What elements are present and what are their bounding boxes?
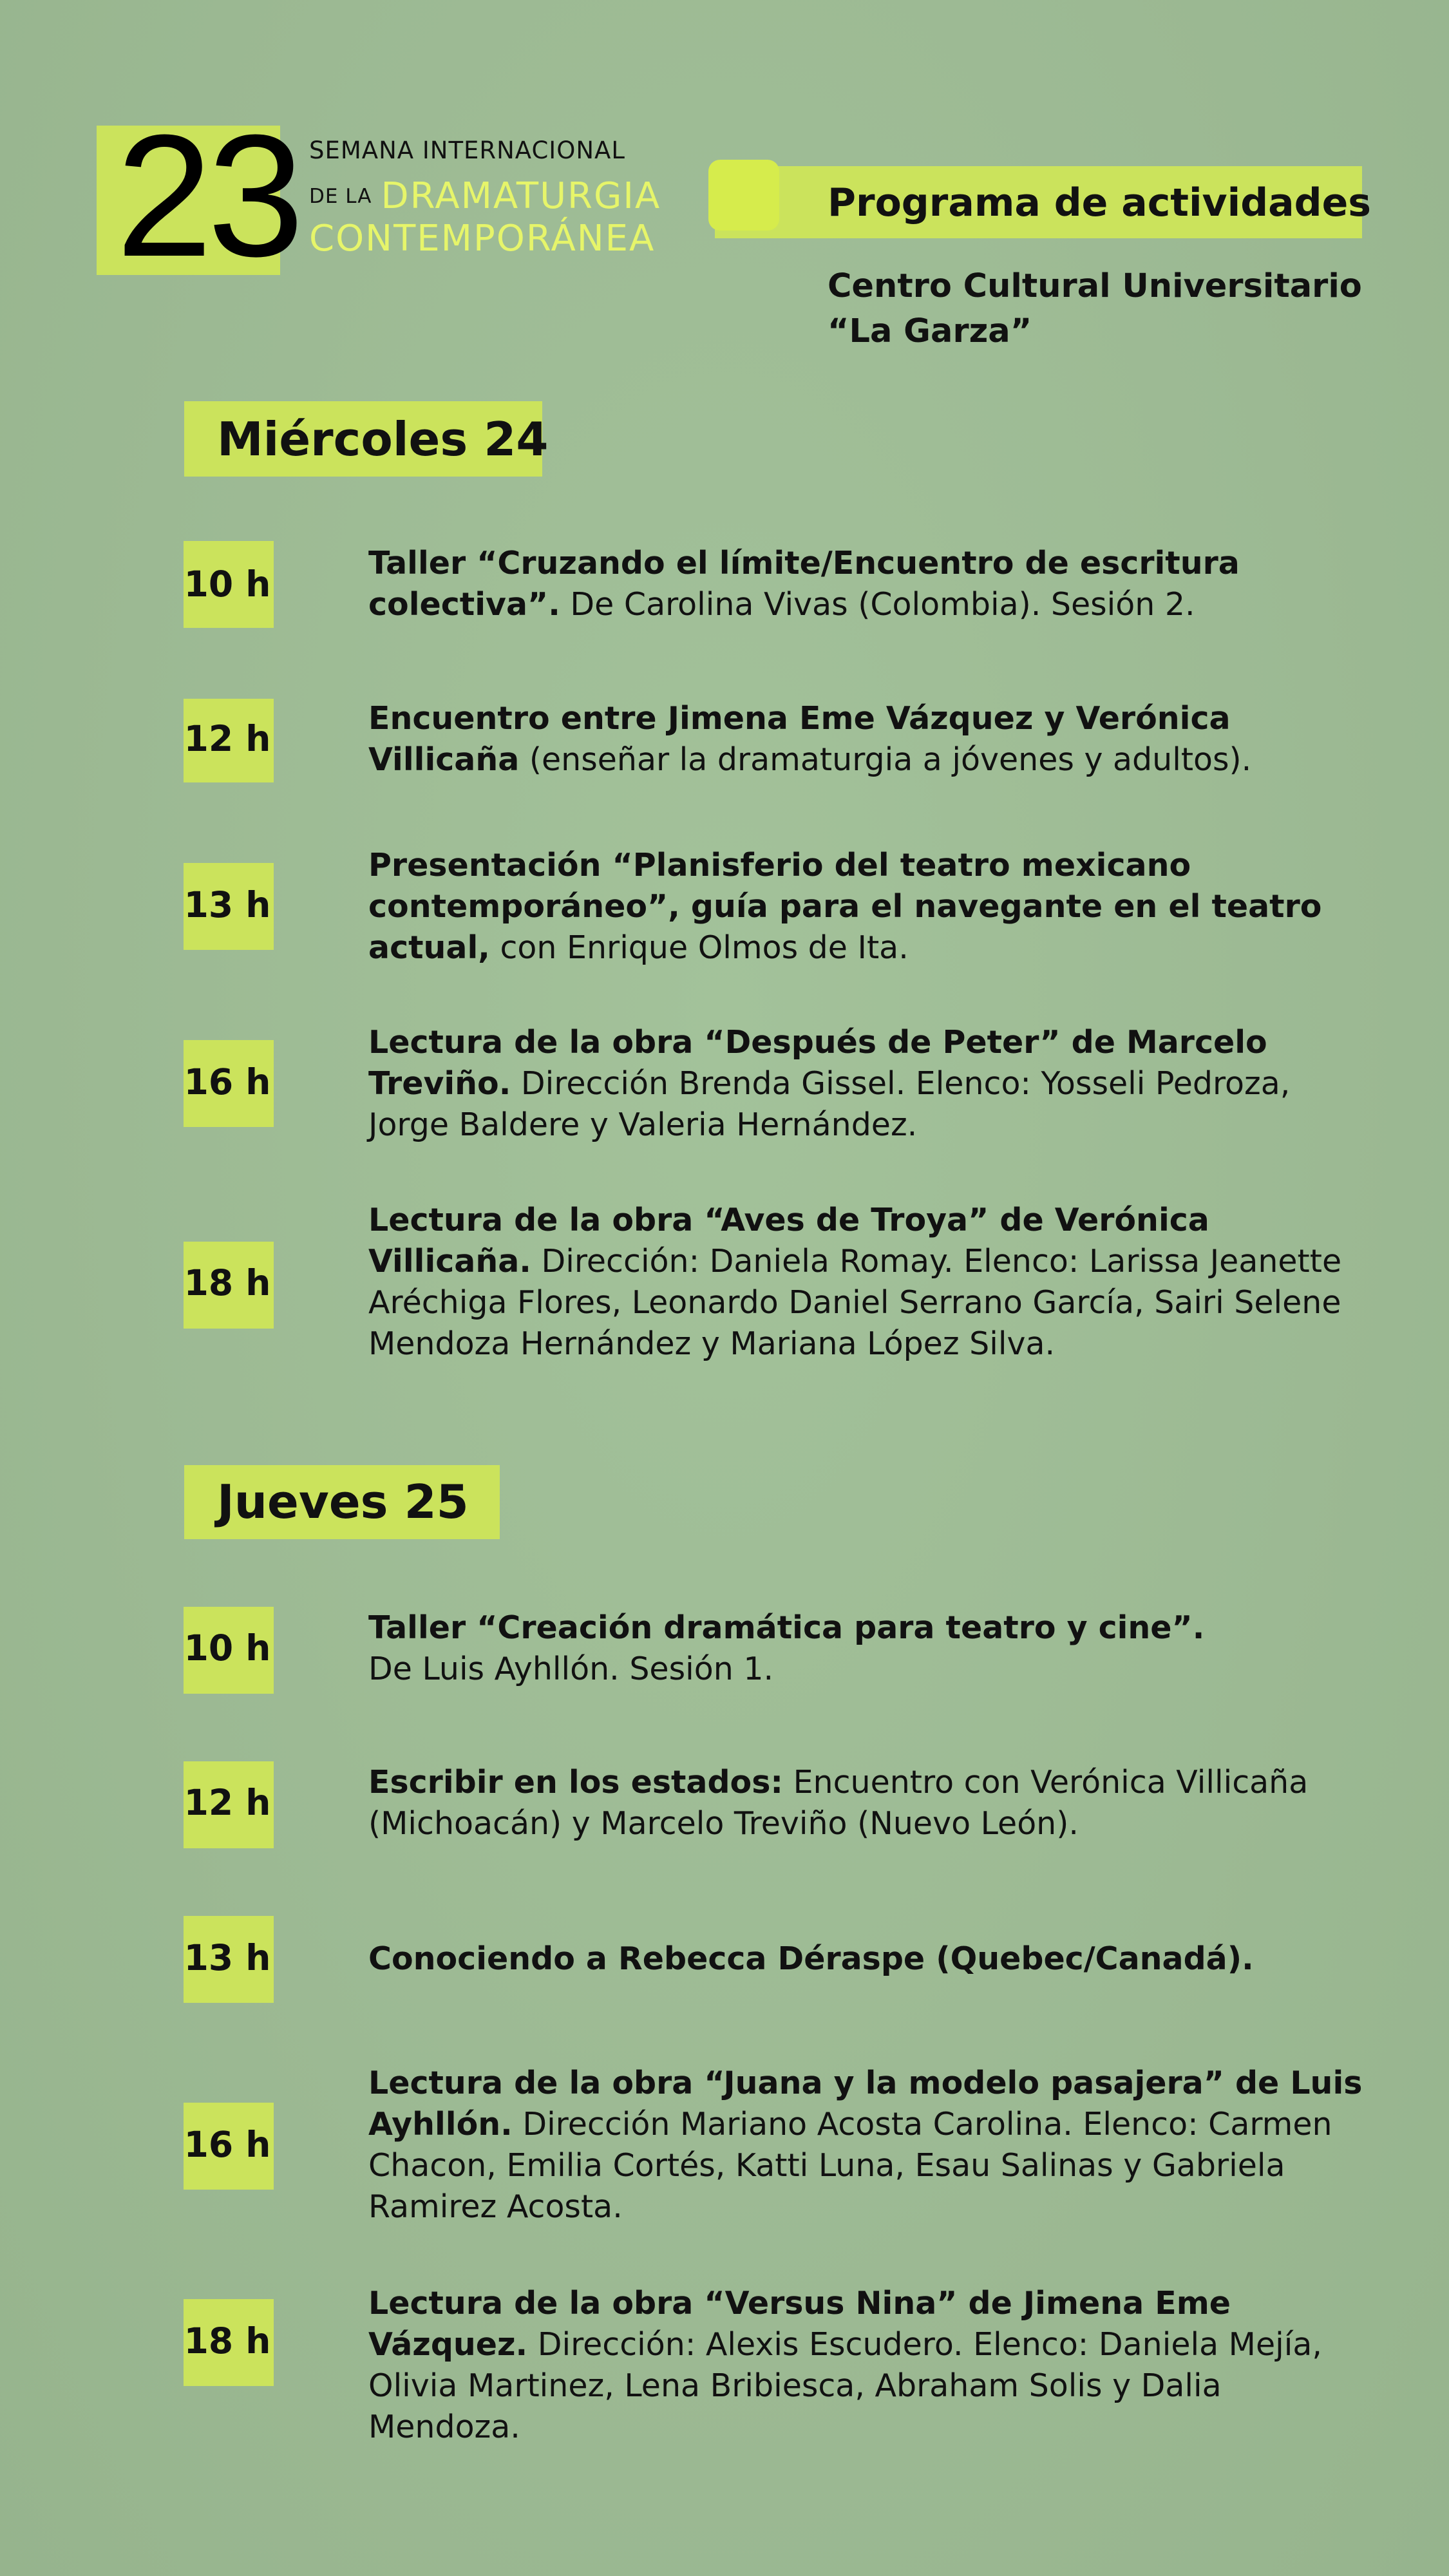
venue-line1: Centro Cultural Universitario <box>828 267 1362 305</box>
event-details: con Enrique Olmos de Ita. <box>489 929 909 966</box>
event-description <box>368 1762 1373 1844</box>
event-time: 13 h <box>184 1937 271 1978</box>
venue-line2: “La Garza” <box>828 312 1032 350</box>
event-title: Conociendo a Rebecca Déraspe (Quebec/Canadá). <box>368 1940 1254 1977</box>
event-title-dramaturgia: DRAMATURGIA <box>381 175 661 217</box>
event-title: Lectura de la obra “Aves de Troya” de Verónica Villicaña. <box>368 1202 1209 1280</box>
event-details: De Luis Ayhllón. Sesión 1. <box>368 1651 774 1687</box>
event-description <box>368 2063 1373 2228</box>
event-time: 12 h <box>184 718 271 759</box>
event-title: Escribir en los estados: <box>368 1764 783 1801</box>
day-label-thursday: Jueves 25 <box>217 1475 469 1529</box>
event-description <box>368 2283 1373 2448</box>
event-title-line1: SEMANA INTERNACIONAL <box>309 137 625 164</box>
program-title-blot <box>708 160 779 231</box>
event-title: Lectura de la obra “Después de Peter” de Marcelo Treviño. <box>368 1024 1267 1102</box>
event-title-dela: DE LA <box>309 184 372 208</box>
event-title: Lectura de la obra “Versus Nina” de Jimena Eme Vázquez. <box>368 2285 1231 2363</box>
event-title: Lectura de la obra “Juana y la modelo pasajera” de Luis Ayhllón. <box>368 2065 1363 2143</box>
event-time: 18 h <box>184 2320 271 2362</box>
event-time: 13 h <box>184 884 271 925</box>
event-details: Dirección: Daniela Romay. Elenco: Larissa Jeanette Aréchiga Flores, Leonardo Daniel Serrano García, Sairi Selene Mendoza Hernández y Mariana López Silva. <box>368 1243 1342 1362</box>
day-label-wednesday: Miércoles 24 <box>217 412 549 466</box>
event-title-line3: CONTEMPORÁNEA <box>309 218 656 260</box>
event-title-line2 <box>309 175 661 217</box>
event-time: 10 h <box>184 1627 271 1669</box>
event-title: Taller “Cruzando el límite/Encuentro de escritura colectiva”. <box>368 545 1240 623</box>
event-time: 10 h <box>184 564 271 605</box>
event-details: Dirección Brenda Gissel. Elenco: Yosseli Pedroza, Jorge Baldere y Valeria Hernández. <box>368 1065 1291 1143</box>
event-title: Encuentro entre Jimena Eme Vázquez y Verónica Villicaña <box>368 700 1231 778</box>
event-details: Dirección: Alexis Escudero. Elenco: Daniela Mejía, Olivia Martinez, Lena Bribiesca, Abraham Solis y Dalia Mendoza. <box>368 2326 1322 2445</box>
event-title: Presentación “Planisferio del teatro mexicano contemporáneo”, guía para el navegante en el teatro actual, <box>368 847 1322 966</box>
event-title: Taller “Creación dramática para teatro y cine”. <box>368 1609 1205 1646</box>
venue <box>828 264 1362 354</box>
event-time: 16 h <box>184 2124 271 2165</box>
event-description <box>368 698 1373 781</box>
event-details: Encuentro con Verónica Villicaña (Michoacán) y Marcelo Treviño (Nuevo León). <box>368 1764 1309 1842</box>
event-details: (enseñar la dramaturgia a jóvenes y adultos). <box>519 741 1252 778</box>
event-description <box>368 1022 1373 1146</box>
event-description <box>368 543 1373 625</box>
event-description <box>368 1607 1373 1690</box>
event-details: De Carolina Vivas (Colombia). Sesión 2. <box>560 586 1195 623</box>
event-description <box>368 1200 1373 1365</box>
event-time: 18 h <box>184 1262 271 1303</box>
event-description <box>368 1938 1373 1980</box>
edition-number: 23 <box>116 99 299 293</box>
event-time: 12 h <box>184 1782 271 1823</box>
event-details: Dirección Mariano Acosta Carolina. Elenco: Carmen Chacon, Emilia Cortés, Katti Luna, Esau Salinas y Gabriela Ramirez Acosta. <box>368 2106 1332 2225</box>
program-title: Programa de actividades <box>828 180 1372 225</box>
event-description <box>368 845 1373 969</box>
event-time: 16 h <box>184 1061 271 1103</box>
